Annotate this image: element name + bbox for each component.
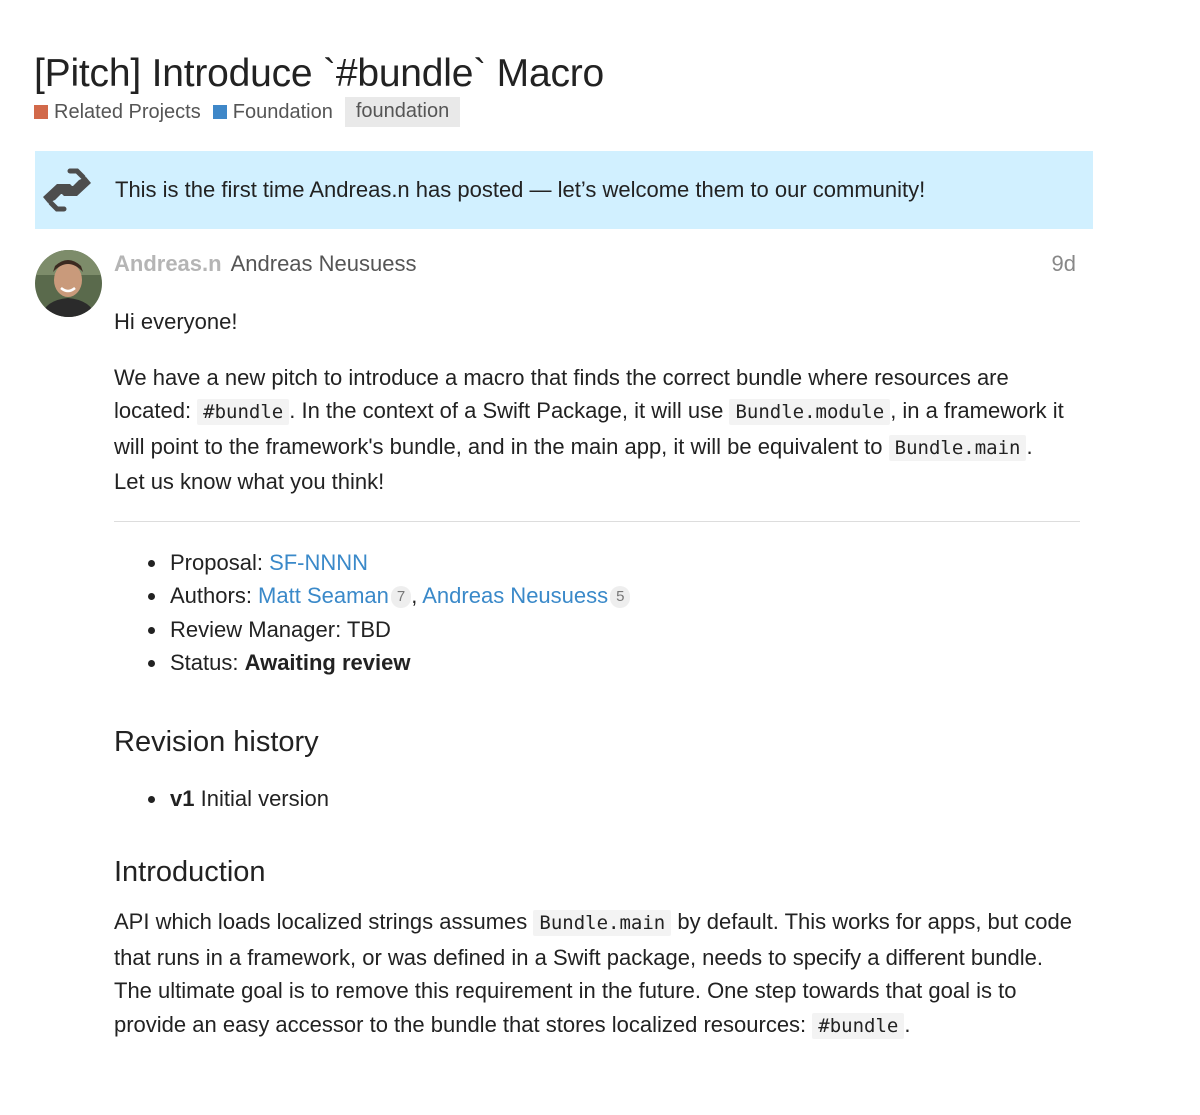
list-item: Proposal: SF-NNNN bbox=[148, 546, 1080, 580]
inline-code: Bundle.module bbox=[729, 399, 890, 425]
closing-line: Let us know what you think! bbox=[114, 469, 385, 494]
topic-title[interactable]: [Pitch] Introduce `#bundle` Macro bbox=[34, 52, 605, 95]
inline-code: #bundle bbox=[197, 399, 289, 425]
divider bbox=[114, 521, 1080, 522]
pitch-paragraph: We have a new pitch to introduce a macro that finds the correct bundle where resources are located: #bundle . In the context of a Swift Package, it will use Bundle.module , in a framework it will point to the framework's bundle, and in the main app, it will be equivalent to Bundle.main . bbox=[114, 364, 1064, 459]
handshake-icon bbox=[39, 167, 95, 213]
list-item: v1 Initial version bbox=[148, 782, 1080, 816]
post-date[interactable]: 9d bbox=[1051, 251, 1076, 276]
proposal-link[interactable]: SF-NNNN bbox=[269, 549, 369, 575]
breadcrumb bbox=[34, 96, 460, 128]
category-foundation[interactable] bbox=[213, 101, 333, 124]
inline-code: Bundle.main bbox=[533, 910, 671, 936]
first-post-notice bbox=[35, 151, 1093, 229]
list-item: Status: Awaiting review bbox=[148, 646, 1080, 680]
revision-list bbox=[148, 782, 1080, 816]
proposal-details bbox=[148, 546, 1080, 680]
link-click-count: 5 bbox=[610, 586, 630, 608]
introduction-heading: Introduction bbox=[114, 856, 266, 888]
status-value: Awaiting review bbox=[244, 650, 411, 675]
list-item: Authors: Matt Seaman 7 , Andreas Neusuess 5 bbox=[148, 579, 1080, 613]
tag-foundation[interactable]: foundation bbox=[345, 97, 460, 127]
author-full-name[interactable]: Andreas Neusuess bbox=[230, 251, 417, 276]
list-item: Review Manager: TBD bbox=[148, 613, 1080, 647]
welcome-message: This is the first time Andreas.n has posted — let’s welcome them to our community! bbox=[115, 177, 926, 202]
category-badge bbox=[34, 105, 48, 119]
inline-code: Bundle.main bbox=[889, 435, 1027, 461]
author-link-andreas-neusuess[interactable]: Andreas Neusuess bbox=[422, 583, 609, 608]
link-click-count: 7 bbox=[391, 586, 411, 608]
author-username[interactable]: Andreas.n bbox=[114, 251, 222, 276]
author-link-matt-seaman[interactable]: Matt Seaman bbox=[258, 583, 389, 608]
post-greeting: Hi everyone! bbox=[114, 309, 238, 334]
inline-code: #bundle bbox=[812, 1013, 904, 1039]
avatar[interactable] bbox=[35, 250, 102, 317]
category-label: Foundation bbox=[232, 100, 333, 123]
introduction-paragraph: API which loads localized strings assumes Bundle.main by default. This works for apps, but code that runs in a framework, or was defined in a Swift package, needs to specify a different bundle. The ultimate goal is to remove this requirement in the future. One step towards that goal is to provide an easy accessor to the bundle that stores localized resources: #bundle . bbox=[114, 909, 1072, 1037]
post-author bbox=[114, 250, 416, 278]
category-related-projects[interactable] bbox=[34, 101, 201, 124]
category-badge bbox=[213, 105, 227, 119]
revision-history-heading: Revision history bbox=[114, 725, 319, 758]
category-label: Related Projects bbox=[54, 100, 201, 123]
post-body bbox=[114, 305, 1080, 1043]
